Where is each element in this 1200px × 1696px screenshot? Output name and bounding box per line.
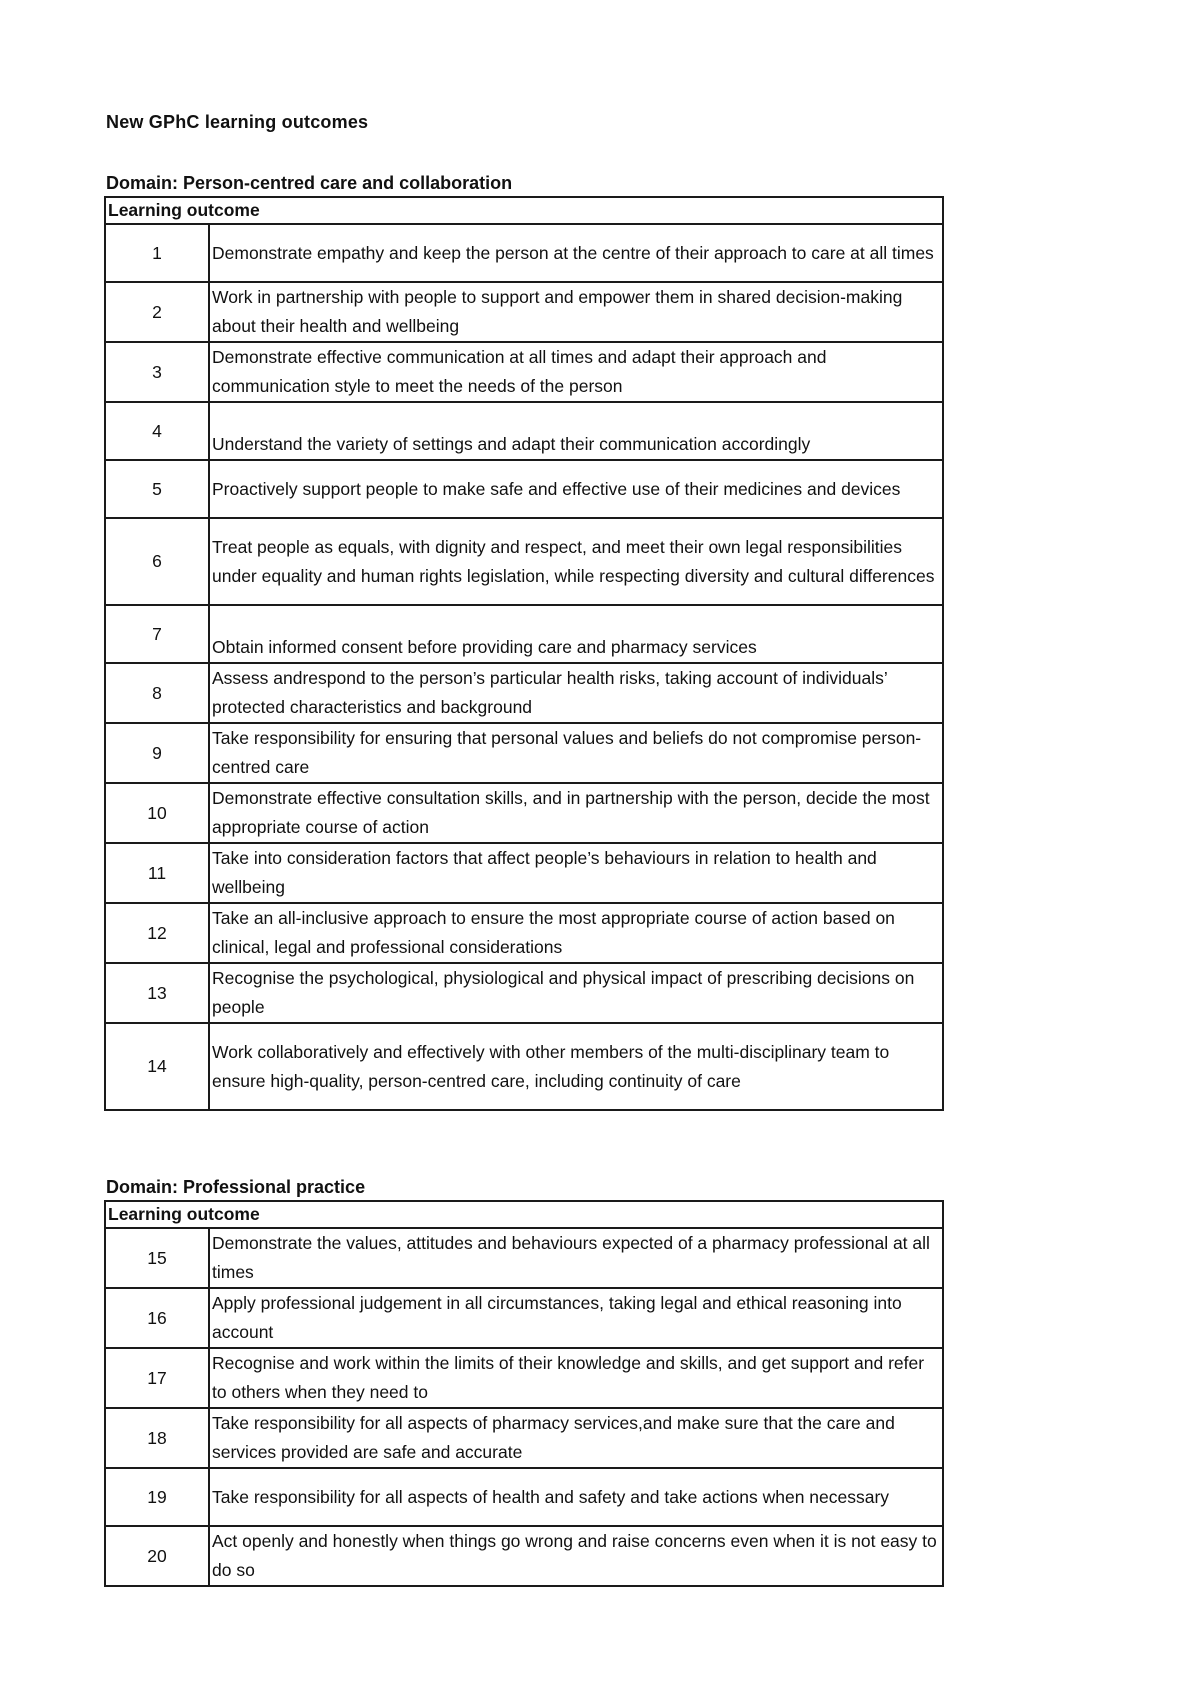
table-row: [105, 963, 943, 1023]
outcome-text: Understand the variety of settings and adapt their communication accordingly: [209, 402, 943, 460]
outcome-number: 18: [105, 1408, 209, 1468]
outcome-text: Obtain informed consent before providing care and pharmacy services: [209, 605, 943, 663]
domain-heading: Domain: Professional practice: [106, 1177, 366, 1197]
table-header-row: [105, 197, 943, 224]
domain-section-person-centred-care: [104, 172, 942, 1111]
outcome-text: Recognise the psychological, physiological and physical impact of prescribing decisions on people: [209, 963, 943, 1023]
table-header: Learning outcome: [105, 197, 943, 224]
outcome-text: Take an all-inclusive approach to ensure the most appropriate course of action based on clinical, legal and professional considerations: [209, 903, 943, 963]
outcome-number: 5: [105, 460, 209, 518]
outcome-text: Demonstrate empathy and keep the person at the centre of their approach to care at all times: [209, 224, 943, 282]
outcome-number: 7: [105, 605, 209, 663]
outcome-text: Assess andrespond to the person’s particular health risks, taking account of individuals’ protected characteristics and background: [209, 663, 943, 723]
outcome-number: 13: [105, 963, 209, 1023]
outcome-text: Proactively support people to make safe and effective use of their medicines and devices: [209, 460, 943, 518]
outcome-text: Work in partnership with people to support and empower them in shared decision-making about their health and wellbeing: [209, 282, 943, 342]
outcome-text: Demonstrate effective consultation skills, and in partnership with the person, decide the most appropriate course of action: [209, 783, 943, 843]
table-row: [105, 460, 943, 518]
table-row: [105, 518, 943, 605]
outcome-number: 19: [105, 1468, 209, 1526]
outcome-text: Take responsibility for all aspects of pharmacy services,and make sure that the care and services provided are safe and accurate: [209, 1408, 943, 1468]
table-header-row: [105, 1201, 943, 1228]
outcome-number: 3: [105, 342, 209, 402]
table-row: [105, 224, 943, 282]
domain-heading: Domain: Person-centred care and collaboration: [106, 173, 513, 193]
table-row: [105, 1468, 943, 1526]
outcome-number: 20: [105, 1526, 209, 1586]
outcome-number: 14: [105, 1023, 209, 1110]
table-row: [105, 903, 943, 963]
learning-outcomes-table: [104, 196, 944, 1111]
table-row: [105, 663, 943, 723]
outcome-text: Demonstrate the values, attitudes and behaviours expected of a pharmacy professional at all times: [209, 1228, 943, 1288]
table-row: [105, 605, 943, 663]
table-row: [105, 1288, 943, 1348]
outcome-text: Treat people as equals, with dignity and respect, and meet their own legal responsibilities under equality and human rights legislation, while respecting diversity and cultural differences: [209, 518, 943, 605]
table-row: [105, 342, 943, 402]
outcome-number: 17: [105, 1348, 209, 1408]
table-row: [105, 1023, 943, 1110]
domain-section-professional-practice: [104, 1176, 942, 1587]
outcome-number: 1: [105, 224, 209, 282]
outcome-text: Apply professional judgement in all circumstances, taking legal and ethical reasoning into account: [209, 1288, 943, 1348]
outcome-number: 12: [105, 903, 209, 963]
outcome-text: Work collaboratively and effectively with other members of the multi-disciplinary team to ensure high-quality, person-centred care, including continuity of care: [209, 1023, 943, 1110]
table-header: Learning outcome: [105, 1201, 943, 1228]
outcome-text: Demonstrate effective communication at all times and adapt their approach and communication style to meet the needs of the person: [209, 342, 943, 402]
table-row: [105, 1348, 943, 1408]
table-row: [105, 1408, 943, 1468]
outcome-text: Recognise and work within the limits of their knowledge and skills, and get support and refer to others when they need to: [209, 1348, 943, 1408]
table-row: [105, 723, 943, 783]
outcome-number: 16: [105, 1288, 209, 1348]
outcome-text: Take responsibility for ensuring that personal values and beliefs do not compromise person-centred care: [209, 723, 943, 783]
outcome-number: 8: [105, 663, 209, 723]
outcome-number: 11: [105, 843, 209, 903]
learning-outcomes-table: [104, 1200, 944, 1587]
table-row: [105, 1526, 943, 1586]
page-title: New GPhC learning outcomes: [106, 112, 369, 132]
outcome-number: 15: [105, 1228, 209, 1288]
table-row: [105, 1228, 943, 1288]
table-row: [105, 783, 943, 843]
table-row: [105, 402, 943, 460]
outcome-text: Act openly and honestly when things go wrong and raise concerns even when it is not easy to do so: [209, 1526, 943, 1586]
outcome-text: Take into consideration factors that affect people’s behaviours in relation to health and wellbeing: [209, 843, 943, 903]
outcome-number: 6: [105, 518, 209, 605]
outcome-number: 2: [105, 282, 209, 342]
table-row: [105, 843, 943, 903]
outcome-text: Take responsibility for all aspects of health and safety and take actions when necessary: [209, 1468, 943, 1526]
table-row: [105, 282, 943, 342]
outcome-number: 4: [105, 402, 209, 460]
outcome-number: 9: [105, 723, 209, 783]
outcome-number: 10: [105, 783, 209, 843]
